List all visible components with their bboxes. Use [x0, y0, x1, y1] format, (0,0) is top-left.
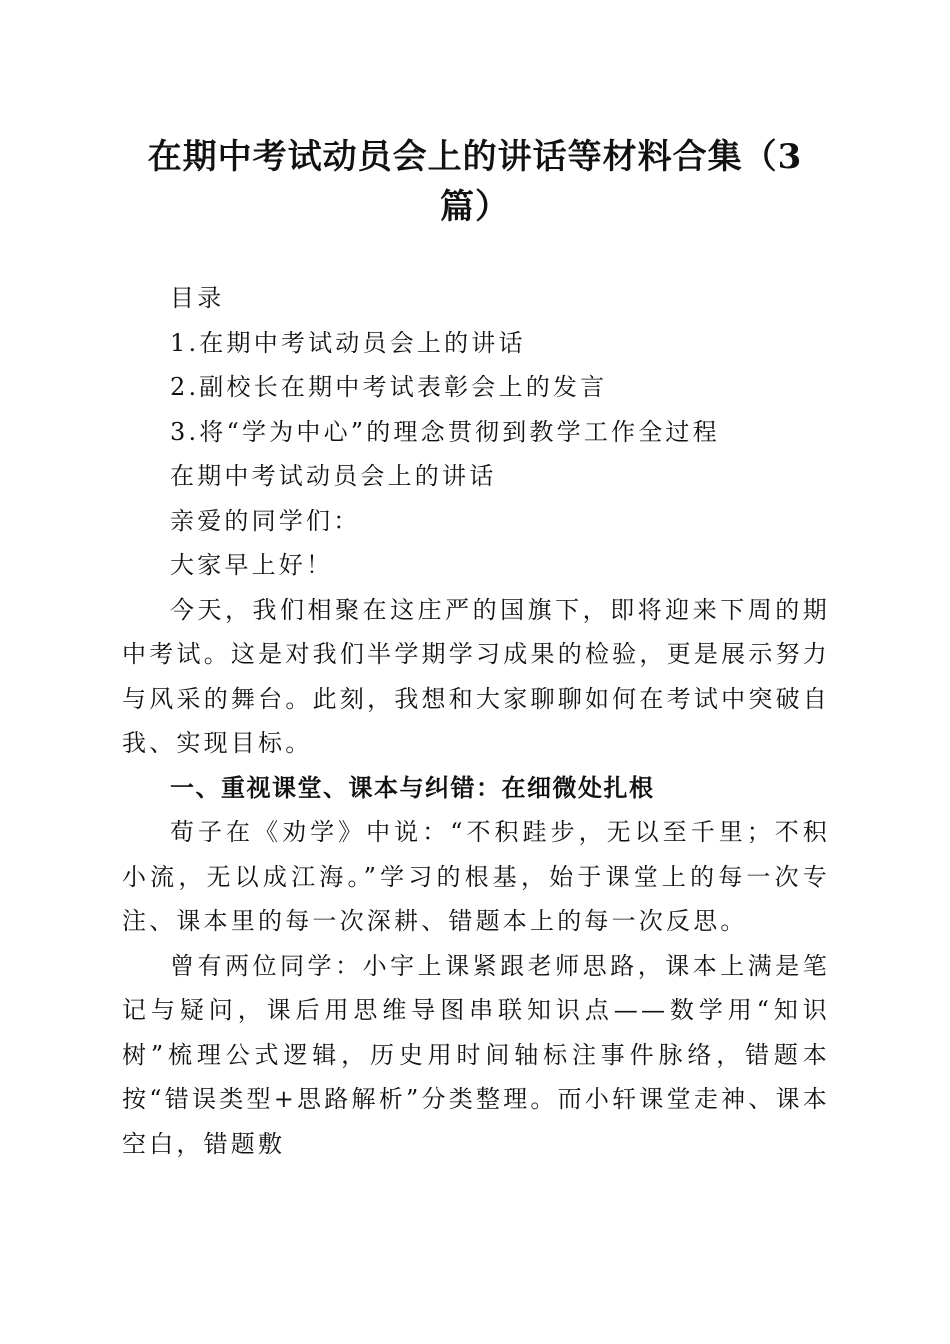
section-heading: 一、重视课堂、课本与纠错：在细微处扎根 — [170, 773, 655, 802]
paragraph: 荀子在《劝学》中说：“不积跬步，无以至千里；不积小流，无以成江海。”学习的根基，始于课堂上的每一次专注、课本里的每一次深耕、错题本上的每一次反思。 — [122, 818, 830, 935]
greeting: 大家早上好！ — [170, 551, 334, 579]
document-body — [122, 276, 830, 1166]
paragraph: 今天，我们相聚在这庄严的国旗下，即将迎来下周的期中考试。这是对我们半学期学习成果的检验，更是展示努力与风采的舞台。此刻，我想和大家聊聊如何在考试中突破自我、实现目标。 — [122, 595, 830, 757]
toc-item: 2.副校长在期中考试表彰会上的发言 — [170, 373, 608, 401]
toc-item: 1.在期中考试动员会上的讲话 — [170, 328, 526, 357]
toc-label: 目录 — [170, 284, 225, 312]
speech-title: 在期中考试动员会上的讲话 — [170, 462, 497, 490]
paragraph: 曾有两位同学：小宇上课紧跟老师思路，课本上满是笔记与疑问，课后用思维导图串联知识点——数学用“知识树”梳理公式逻辑，历史用时间轴标注事件脉络，错题本按“错误类型+思路解析”分类整理。而小轩课堂走神、课本空白，错题敷 — [122, 951, 830, 1158]
toc-item: 3.将“学为中心”的理念贯彻到教学工作全过程 — [170, 417, 720, 446]
document-title: 在期中考试动员会上的讲话等材料合集（3篇） — [147, 137, 803, 227]
salutation: 亲爱的同学们： — [170, 506, 361, 535]
